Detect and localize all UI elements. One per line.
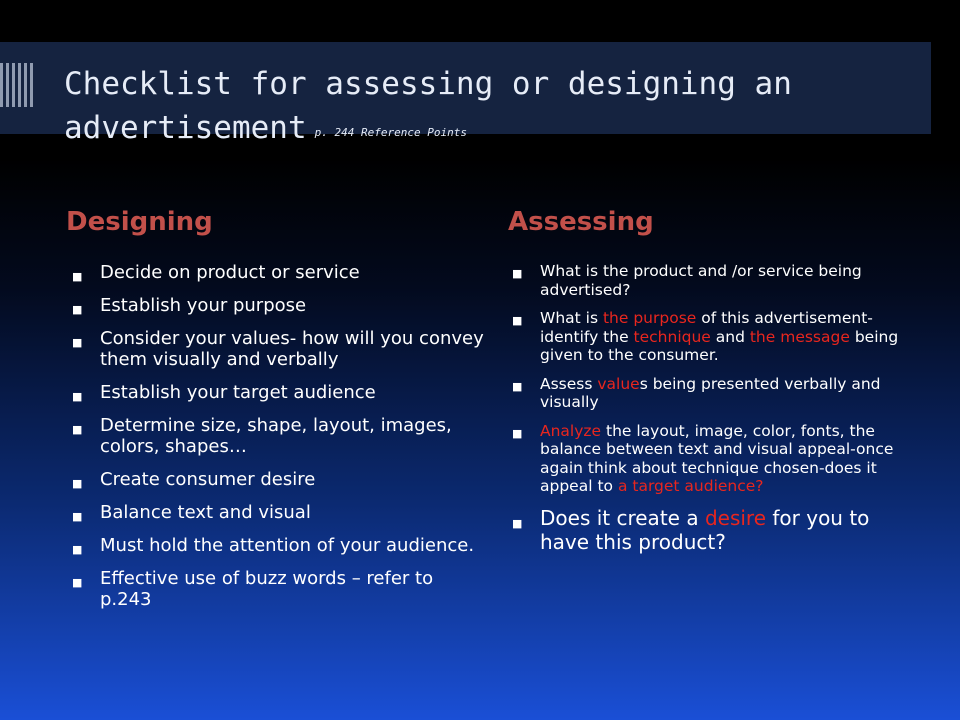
slide-title-text: Checklist for assessing or designing an advertisement <box>64 66 792 146</box>
highlighted-text: value <box>597 374 640 393</box>
list-item-text: Decide on product or service <box>100 262 360 283</box>
list-item <box>64 328 484 370</box>
list-item <box>64 262 484 283</box>
list-item-text: What is the product and /or service being advertised? <box>540 262 862 299</box>
highlighted-text: technique <box>633 327 711 346</box>
list-item-text: Determine size, shape, layout, images, colors, shapes… <box>100 415 452 457</box>
square-bullet-icon: ■ <box>512 516 523 530</box>
slide-title <box>64 62 924 155</box>
list-item-text: Does it create a <box>540 505 705 530</box>
list-item <box>64 568 484 610</box>
designing-list <box>64 262 484 622</box>
list-item <box>64 415 484 457</box>
highlighted-text: a target audience? <box>617 477 764 495</box>
square-bullet-icon: ■ <box>72 510 83 523</box>
list-item-text: the layout, image, color, fonts, the balance between text and visual appeal-once again think about technique chosen-does it appeal to <box>540 421 894 495</box>
square-bullet-icon: ■ <box>72 270 83 283</box>
highlighted-text: the purpose <box>602 309 697 327</box>
square-bullet-icon: ■ <box>72 576 83 589</box>
list-item-text: Assess <box>540 374 598 393</box>
list-item-text: Balance text and visual <box>100 502 311 523</box>
list-item <box>504 506 914 554</box>
list-item <box>64 502 484 523</box>
highlighted-text: the message <box>749 327 850 346</box>
list-item-text: Consider your values- how will you convey them visually and verbally <box>100 328 484 370</box>
square-bullet-icon: ■ <box>72 543 83 556</box>
list-item <box>504 375 914 412</box>
square-bullet-icon: ■ <box>512 314 523 327</box>
square-bullet-icon: ■ <box>512 267 523 280</box>
list-item-text: Create consumer desire <box>100 469 316 490</box>
square-bullet-icon: ■ <box>72 477 83 490</box>
square-bullet-icon: ■ <box>512 379 523 393</box>
list-item-text: Must hold the attention of your audience. <box>100 535 475 556</box>
square-bullet-icon: ■ <box>72 423 83 436</box>
list-item-text: Effective use of buzz words – refer to p.243 <box>100 568 434 610</box>
square-bullet-icon: ■ <box>72 390 83 403</box>
list-item <box>64 469 484 490</box>
title-reference: p. 244 Reference Points <box>314 126 467 139</box>
list-item <box>64 295 484 316</box>
list-item-text: What is <box>540 309 603 327</box>
list-item <box>64 382 484 403</box>
list-item <box>64 535 484 556</box>
highlighted-text: desire <box>704 505 767 530</box>
assessing-heading: Assessing <box>508 207 654 237</box>
list-item-text: and <box>710 327 750 346</box>
list-item-text: of this advertisement-identify the <box>540 309 873 346</box>
square-bullet-icon: ■ <box>72 336 83 349</box>
decorative-stripes <box>0 63 34 107</box>
list-item <box>504 309 914 365</box>
list-item-text: Establish your target audience <box>100 382 376 403</box>
square-bullet-icon: ■ <box>512 426 523 440</box>
list-item-text: for you to have this product? <box>540 505 870 554</box>
list-item-text: s being presented verbally and visually <box>540 374 881 411</box>
list-item-text: Establish your purpose <box>100 295 307 316</box>
highlighted-text: Analyze <box>540 421 602 440</box>
assessing-list <box>504 262 914 564</box>
list-item <box>504 422 914 496</box>
list-item-text: being given to the consumer. <box>540 327 899 364</box>
list-item <box>504 262 914 299</box>
square-bullet-icon: ■ <box>72 303 83 316</box>
designing-heading: Designing <box>66 207 213 237</box>
